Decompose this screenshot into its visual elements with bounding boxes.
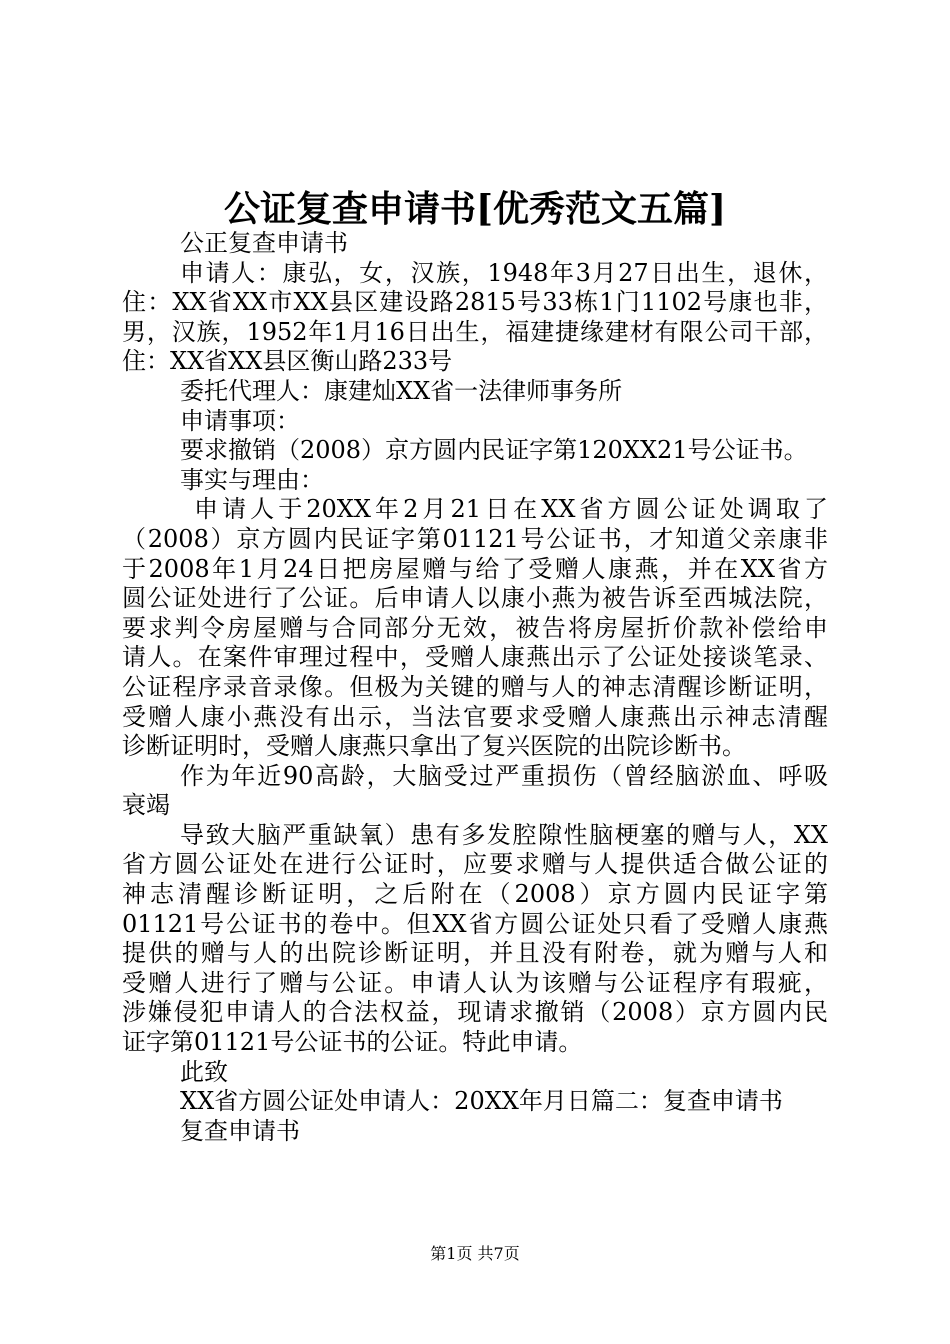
body-line: 住：XX省XX市XX县区建设路2815号33栋1门1102号康也非， [122,288,828,317]
body-line: 复查申请书 [180,1116,300,1145]
body-line: 申请事项： [180,406,300,435]
body-line: 要求撤销（2008）京方圆内民证字第120XX21号公证书。 [180,436,808,465]
body-line: 公正复查申请书 [180,229,348,257]
body-line: 诊断证明时，受赠人康燕只拿出了复兴医院的出院诊断书。 [122,732,746,761]
body-line: 01121号公证书的卷中。但XX省方圆公证处只看了受赠人康燕 [122,909,828,938]
body-line: 神志清醒诊断证明，之后附在（2008）京方圆内民证字第 [122,880,828,909]
body-line: 此致 [180,1057,228,1086]
document-body [122,229,828,1146]
body-line: 省方圆公证处在进行公证时，应要求赠与人提供适合做公证的 [122,850,828,879]
body-line: 受赠人进行了赠与公证。申请人认为该赠与公证程序有瑕疵， [122,968,828,997]
body-line: 男，汉族，1952年1月16日出生，福建捷缘建材有限公司干部， [122,317,828,346]
body-line: 涉嫌侵犯申请人的合法权益，现请求撤销（2008）京方圆内民 [122,998,828,1027]
body-line: 请人。在案件审理过程中，受赠人康燕出示了公证处接谈笔录、 [122,643,828,672]
body-line: 作为年近90高龄，大脑受过严重损伤（曾经脑淤血、呼吸 [180,761,828,790]
body-line: 住：XX省XX县区衡山路233号 [122,347,453,376]
page-footer: 第1页 共7页 [430,1244,520,1263]
body-line: XX省方圆公证处申请人：20XX年月日篇二：复查申请书 [180,1087,783,1116]
body-line: 申请人：康弘，女，汉族，1948年3月27日出生，退休， [180,258,828,287]
body-line: 于2008年1月24日把房屋赠与给了受赠人康燕，并在XX省方 [122,554,828,583]
body-line: 公证程序录音录像。但极为关键的赠与人的神志清醒诊断证明， [122,672,828,701]
body-line: （2008）京方圆内民证字第01121号公证书，才知道父亲康非 [122,524,828,553]
document-title: 公证复查申请书[优秀范文五篇] [223,188,727,230]
body-line: 受赠人康小燕没有出示，当法官要求受赠人康燕出示神志清醒 [122,702,828,731]
body-line: 提供的赠与人的出院诊断证明，并且没有附卷，就为赠与人和 [122,939,828,968]
body-line: 事实与理由： [180,465,324,494]
body-line: 要求判令房屋赠与合同部分无效，被告将房屋折价款补偿给申 [122,613,828,642]
body-line: 申请人于20XX年2月21日在XX省方圆公证处调取了 [194,495,828,524]
body-line: 衰竭 [122,791,170,820]
body-line: 委托代理人：康建灿XX省一法律师事务所 [180,376,623,405]
body-line: 证字第01121号公证书的公证。特此申请。 [122,1028,583,1057]
body-line: 圆公证处进行了公证。后申请人以康小燕为被告诉至西城法院， [122,584,828,613]
body-line: 导致大脑严重缺氧）患有多发腔隙性脑梗塞的赠与人，XX [180,820,828,849]
